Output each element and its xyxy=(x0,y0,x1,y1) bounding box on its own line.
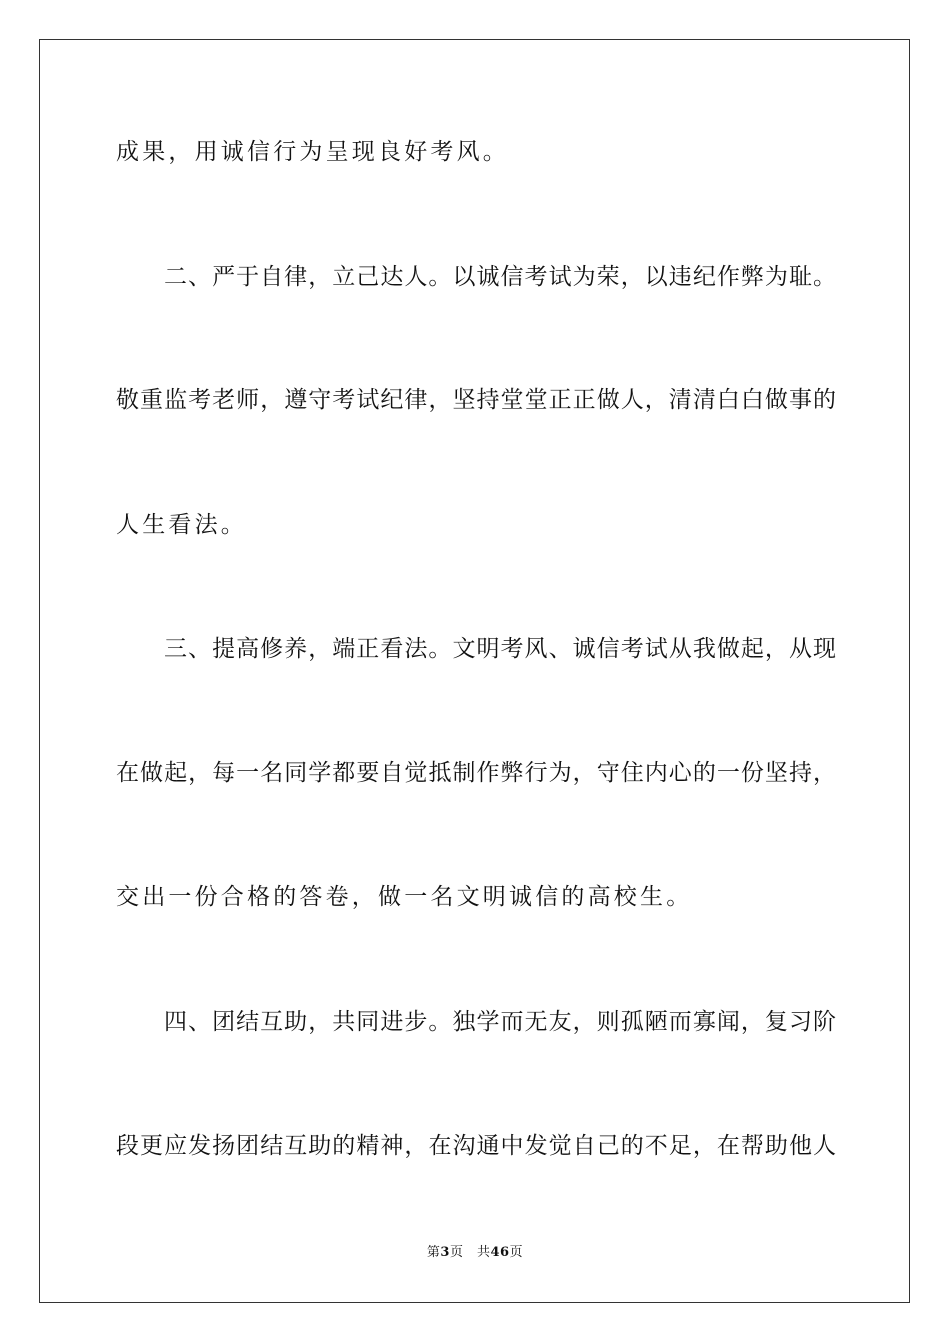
paragraph-line-2: 二、严于自律，立己达人。以诚信考试为荣，以违纪作弊为耻。 xyxy=(164,264,836,290)
paragraph-line-4: 人生看法。 xyxy=(116,512,247,538)
page-number-current: 3 xyxy=(440,1245,450,1260)
paragraph-line-5: 三、提高修养，端正看法。文明考风、诚信考试从我做起，从现 xyxy=(164,636,836,662)
page-footer xyxy=(0,1244,950,1262)
paragraph-line-7: 交出一份合格的答卷，做一名文明诚信的高校生。 xyxy=(116,884,693,910)
page-number-total: 46 xyxy=(490,1245,510,1260)
page-number-mid: 页 共 xyxy=(449,1245,491,1260)
paragraph-line-8: 四、团结互助，共同进步。独学而无友，则孤陋而寡闻，复习阶 xyxy=(164,1009,836,1035)
page-number-prefix: 第 xyxy=(426,1245,441,1260)
paragraph-line-1: 成果，用诚信行为呈现良好考风。 xyxy=(116,139,509,165)
paragraph-line-3: 敬重监考老师，遵守考试纪律，坚持堂堂正正做人，清清白白做事的 xyxy=(116,387,836,413)
paragraph-line-6: 在做起，每一名同学都要自觉抵制作弊行为，守住内心的一份坚持， xyxy=(116,760,836,786)
page-number-suffix: 页 xyxy=(509,1245,524,1260)
paragraph-line-9: 段更应发扬团结互助的精神，在沟通中发觉自己的不足，在帮助他人 xyxy=(116,1133,836,1159)
page-border xyxy=(39,39,910,1303)
